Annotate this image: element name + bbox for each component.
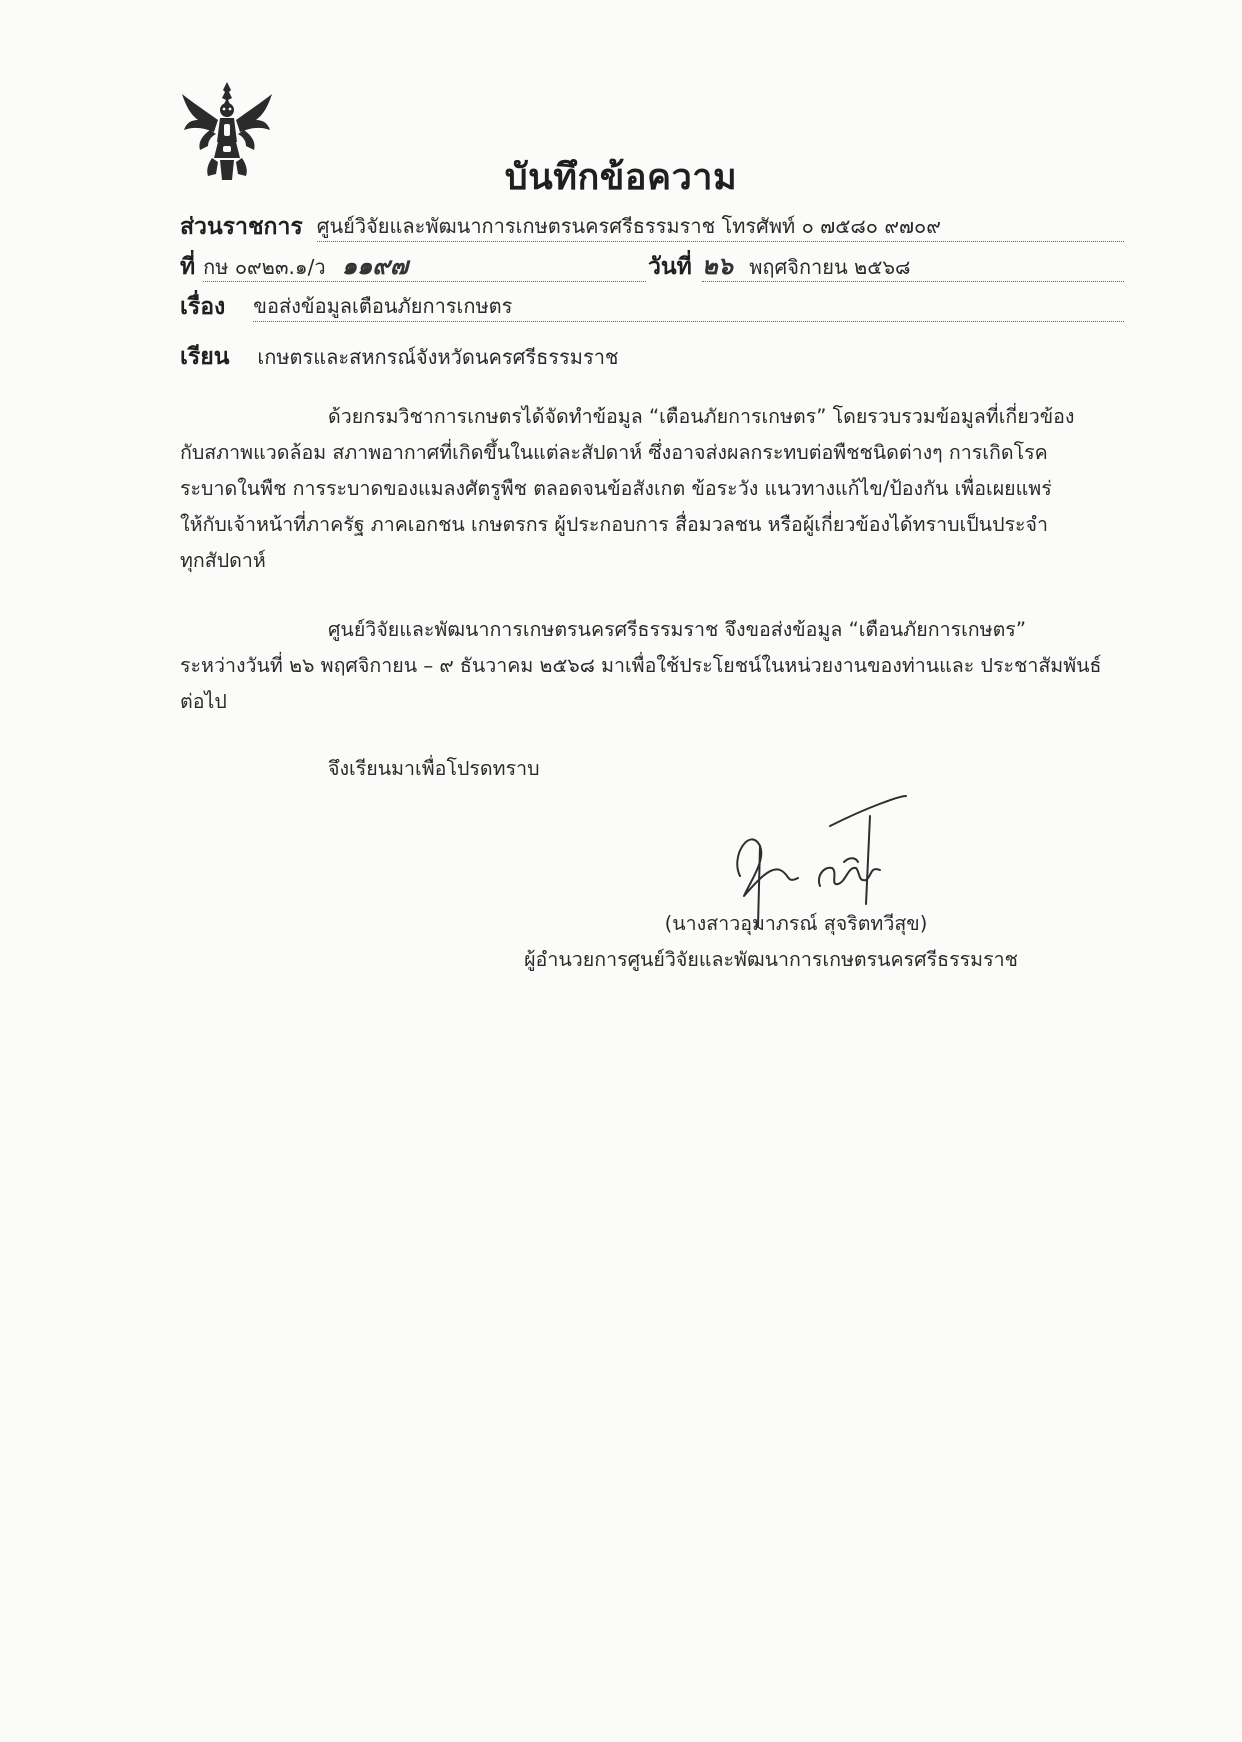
- paragraph-line: ทุกสัปดาห์: [180, 549, 266, 572]
- date-row: [648, 248, 1124, 282]
- paragraph-2: [180, 612, 1124, 720]
- paragraph-line: ต่อไป: [180, 690, 227, 713]
- paragraph-line: ศูนย์วิจัยและพัฒนาการเกษตรนครศรีธรรมราช จึงขอส่งข้อมูล “เตือนภัยการเกษตร”: [328, 618, 1026, 641]
- salutation-value: เกษตรและสหกรณ์จังหวัดนครศรีธรรมราช: [257, 345, 619, 369]
- reference-label: ที่: [180, 254, 196, 280]
- subject-label: เรื่อง: [180, 294, 226, 320]
- subject-row: [180, 288, 1124, 322]
- document-title: บันทึกข้อความ: [504, 157, 738, 198]
- agency-value: ศูนย์วิจัยและพัฒนาการเกษตรนครศรีธรรมราช โทรศัพท์ ๐ ๗๕๘๐ ๙๗๐๙: [317, 211, 1124, 242]
- reference-value: กษ ๐๙๒๓.๑/ว: [203, 255, 326, 279]
- date-label: วันที่: [648, 254, 692, 280]
- salutation-row: [180, 338, 1124, 372]
- paragraph-line: ระบาดในพืช การระบาดของแมลงศัตรูพืช ตลอดจนข้อสังเกต ข้อระวัง แนวทางแก้ไข/ป้องกัน เพื่อเผยแพร่: [180, 477, 1052, 500]
- paragraph-line: ระหว่างวันที่ ๒๖ พฤศจิกายน – ๙ ธันวาคม ๒๕๖๘ มาเพื่อใช้ประโยชน์ในหน่วยงานของท่านและ ประชาสัมพันธ์: [180, 654, 1102, 677]
- subject-value: ขอส่งข้อมูลเตือนภัยการเกษตร: [253, 291, 1124, 322]
- closing-line: จึงเรียนมาเพื่อโปรดทราบ: [328, 757, 540, 780]
- reference-line: [203, 251, 646, 282]
- reference-row: [180, 248, 646, 282]
- date-value: พฤศจิกายน ๒๕๖๘: [749, 255, 911, 279]
- paragraph-line: ให้กับเจ้าหน้าที่ภาครัฐ ภาคเอกชน เกษตรกร ผู้ประกอบการ สื่อมวลชน หรือผู้เกี่ยวข้องได้ทราบเป็นประจำ: [180, 513, 1049, 536]
- paragraph-line: กับสภาพแวดล้อม สภาพอากาศที่เกิดขึ้นในแต่ละสัปดาห์ ซึ่งอาจส่งผลกระทบต่อพืชชนิดต่างๆ การเกิดโรค: [180, 441, 1048, 464]
- date-day-handwritten: ๒๖: [701, 251, 733, 280]
- reference-number-handwritten: ๑๑๙๗: [341, 251, 409, 280]
- paragraph-1: [180, 399, 1124, 579]
- signatory-position: ผู้อำนวยการศูนย์วิจัยและพัฒนาการเกษตรนครศรีธรรมราช: [524, 948, 1018, 971]
- paragraph-line: ด้วยกรมวิชาการเกษตรได้จัดทำข้อมูล “เตือนภัยการเกษตร” โดยรวบรวมข้อมูลที่เกี่ยวข้อง: [328, 405, 1075, 428]
- agency-label: ส่วนราชการ: [180, 214, 303, 240]
- date-line: [702, 251, 1124, 282]
- signatory-name: (นางสาวอุมาภรณ์ สุจริตทวีสุข): [664, 912, 928, 935]
- agency-row: [180, 208, 1124, 242]
- salutation-label: เรียน: [180, 344, 230, 370]
